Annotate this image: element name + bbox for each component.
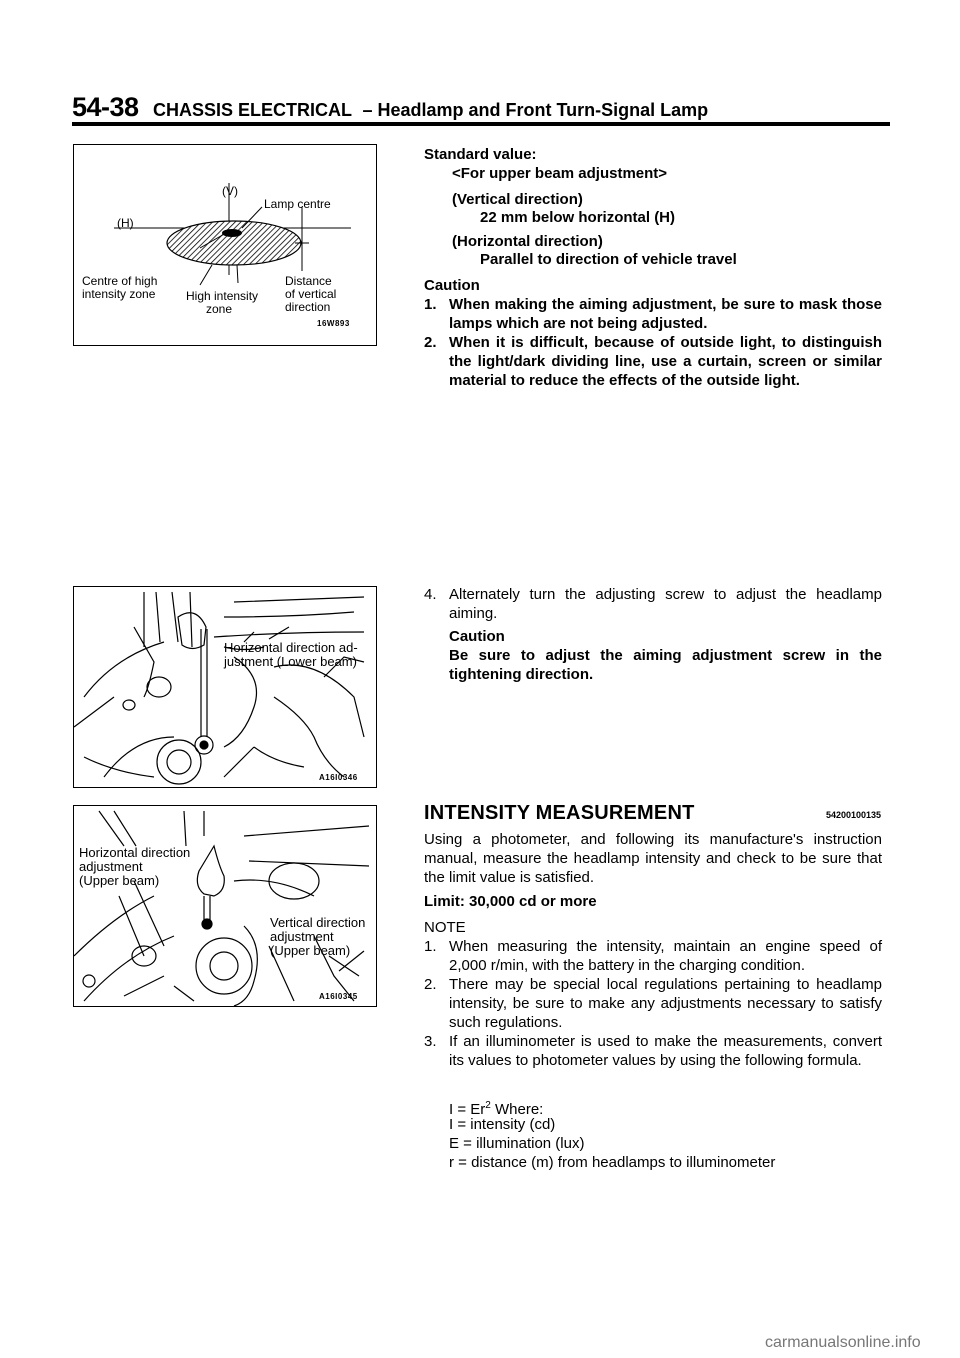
page-header	[72, 92, 708, 123]
lower-beam-label-2: justment (Lower beam)	[224, 654, 357, 669]
distance-label-2: of vertical	[285, 287, 337, 301]
lower-beam-label-1: Horizontal direction ad-	[224, 640, 358, 655]
caution-item	[424, 295, 884, 335]
caution-item	[424, 333, 884, 413]
engine-bay-drawing	[74, 806, 376, 1006]
upper-horizontal-label-1: Horizontal direction	[79, 845, 191, 860]
definition-line: E = illumination (lux)	[449, 1135, 585, 1152]
horizontal-direction-label: (Horizontal direction)	[452, 233, 603, 250]
definition-line: I = intensity (cd)	[449, 1116, 556, 1133]
note-item-number: 3.	[424, 1033, 437, 1050]
section-title: CHASSIS ELECTRICAL	[153, 100, 353, 120]
engine-bay-drawing	[74, 587, 376, 787]
note-item	[424, 937, 884, 977]
caution-item-number: 2.	[424, 334, 437, 351]
intensity-limit: Limit: 30,000 cd or more	[424, 893, 597, 910]
centre-high-label-1: Centre of high	[82, 274, 158, 288]
caution-item-text: When making the aiming adjustment, be sure to mask those lamps which are not being adjusted.	[449, 296, 882, 332]
aiming-diagram	[73, 144, 377, 346]
high-zone-label-1: High intensity	[186, 289, 259, 303]
distance-label-3: direction	[285, 300, 331, 314]
intensity-intro: Using a photometer, and following its manufacture's instruction manual, measure the headlamp intensity and check to be sure that the limit value is satisfied.	[424, 831, 882, 886]
formula-where: Where:	[490, 1101, 544, 1118]
h-label: (H)	[117, 216, 134, 230]
note-item	[424, 1032, 884, 1092]
caution-item-text: When it is difficult, because of outside light, to distinguish the light/dark dividing line, use a curtain, screen or similar material to reduce the effects of the outside light.	[449, 334, 882, 389]
note-heading: NOTE	[424, 919, 466, 936]
standard-value-heading: Standard value:	[424, 146, 537, 163]
note-item-text: If an illuminometer is used to make the measurements, convert its values to photometer values by using the following formula.	[449, 1033, 882, 1069]
intensity-code: 54200100135	[826, 810, 882, 820]
note-item-text: When measuring the intensity, maintain an engine speed of 2,000 r/min, with the battery in the charging condition.	[449, 938, 882, 974]
upper-horizontal-label-2: adjustment	[79, 859, 143, 874]
distance-label-1: Distance	[285, 274, 332, 288]
horizontal-direction-value: Parallel to direction of vehicle travel	[480, 251, 737, 268]
standard-value-sub: <For upper beam adjustment>	[452, 165, 668, 182]
step-4	[424, 585, 884, 625]
header-rule	[72, 122, 890, 126]
step-caution-text: Be sure to adjust the aiming adjustment screw in the tightening direction.	[449, 647, 882, 683]
upper-beam-adjustment-illustration	[73, 805, 377, 1007]
upper-vertical-label-3: (Upper beam)	[270, 943, 351, 958]
formula-main: I = Er	[449, 1101, 486, 1118]
upper-horizontal-label-3: (Upper beam)	[79, 873, 160, 888]
step-number: 4.	[424, 586, 437, 603]
v-label: (V)	[222, 184, 238, 198]
high-zone-label-2: zone	[206, 302, 233, 316]
figure-code: A16I0345	[319, 992, 358, 1001]
figure-code: A16I0346	[319, 773, 358, 782]
intensity-heading: INTENSITY MEASUREMENT	[424, 802, 695, 824]
step-caution-heading: Caution	[449, 628, 505, 645]
note-item-number: 1.	[424, 938, 437, 955]
upper-vertical-label-2: adjustment	[270, 929, 334, 944]
caution-heading: Caution	[424, 277, 480, 294]
upper-vertical-label-1: Vertical direction	[270, 915, 366, 930]
definition-line: r = distance (m) from headlamps to illuminometer	[449, 1154, 776, 1171]
page-number: 54-38	[72, 92, 139, 122]
note-item	[424, 975, 884, 1035]
note-item-number: 2.	[424, 976, 437, 993]
figure-code: 16W893	[317, 319, 350, 328]
formula-exponent: 2	[485, 1100, 491, 1111]
vertical-direction-value: 22 mm below horizontal (H)	[480, 209, 676, 226]
watermark: carmanualsonline.info	[765, 1334, 921, 1351]
lamp-centre-label: Lamp centre	[264, 197, 331, 211]
centre-high-label-2: intensity zone	[82, 287, 156, 301]
caution-item-number: 1.	[424, 296, 437, 313]
note-item-text: There may be special local regulations pertaining to headlamp intensity, be sure to make any adjustments necessary to satisfy such regulations.	[449, 976, 882, 1031]
step-text: Alternately turn the adjusting screw to adjust the headlamp aiming.	[449, 586, 882, 622]
lower-beam-adjustment-illustration	[73, 586, 377, 788]
section-subtitle: – Headlamp and Front Turn-Signal Lamp	[362, 100, 709, 120]
vertical-direction-label: (Vertical direction)	[452, 191, 583, 208]
beam-ellipse	[167, 221, 301, 265]
